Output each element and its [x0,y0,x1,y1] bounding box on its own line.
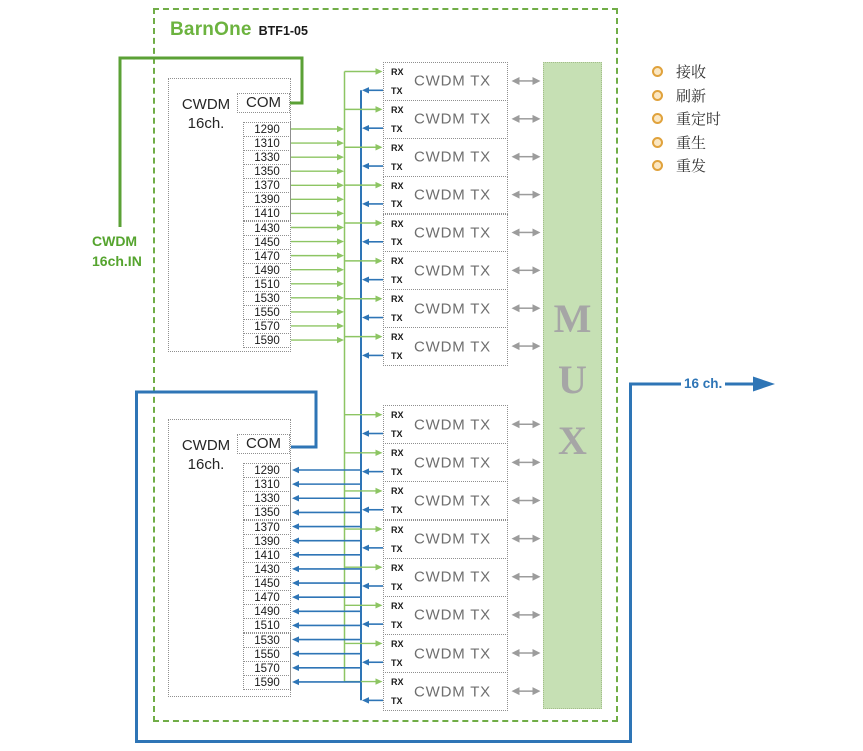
mux-letter-x: X [558,418,587,463]
tx-port-label: TX [391,85,403,96]
wavelength-1450: 1450 [243,576,291,591]
wavelength-1370: 1370 [243,520,291,535]
legend-item [652,110,721,127]
wavelength-1310: 1310 [243,136,291,151]
wavelength-1470: 1470 [243,249,291,264]
mux-letter-m: M [553,296,592,341]
tx-port-label: TX [391,505,403,516]
cwdm-tx-label: CWDM TX [414,568,491,586]
wavelength-1350: 1350 [243,164,291,179]
legend-label: 刷新 [676,87,707,105]
wavelength-1510: 1510 [243,618,291,633]
cwdm-tx-module [383,558,508,597]
tx-port-label: TX [391,275,403,286]
cwdm-tx-module [383,289,508,328]
wavelength-1390: 1390 [243,192,291,207]
legend-label: 重发 [676,158,707,176]
legend-item [652,63,721,80]
rx-port-label: RX [391,639,404,649]
wavelength-1570: 1570 [243,661,291,676]
wavelength-1370: 1370 [243,178,291,193]
cwdm-tx-label: CWDM TX [414,683,491,701]
rx-port-label: RX [391,67,404,77]
ring-bullet-icon [652,113,663,124]
wavelength-1410: 1410 [243,206,291,221]
cwdm-tx-module [383,520,508,559]
cwdm-tx-label: CWDM TX [414,454,491,472]
cwdm-tx-module [383,138,508,177]
ring-bullet-icon [652,66,663,77]
legend-item [652,157,721,174]
tx-port-label: TX [391,619,403,630]
wavelength-1470: 1470 [243,590,291,605]
wavelength-1550: 1550 [243,647,291,662]
com-port-top: COM [237,93,290,113]
wavelength-1450: 1450 [243,235,291,250]
cwdm-tx-module [383,176,508,215]
wavelength-1410: 1410 [243,548,291,563]
wavelength-1550: 1550 [243,305,291,320]
cwdm-tx-module [383,405,508,444]
cwdm-tx-label: CWDM TX [414,492,491,510]
cwdm-tx-module [383,327,508,366]
cwdm-tx-module [383,214,508,253]
tx-port-label: TX [391,237,403,248]
mux-letter-u: U [558,357,587,402]
mux-bar [543,62,602,709]
cwdm-tx-module [383,251,508,290]
wavelength-1390: 1390 [243,534,291,549]
legend-item [652,134,721,151]
cwdm-tx-label: CWDM TX [414,148,491,166]
tx-port-label: TX [391,696,403,707]
cwdm-input-label: CWDM 16ch.IN [92,233,142,269]
rx-port-label: RX [391,180,404,191]
ring-bullet-icon [652,137,663,148]
legend-label: 重生 [676,134,707,152]
cwdm-tx-label: CWDM TX [414,262,491,280]
device-title [170,19,308,41]
model-number: BTF1-05 [258,24,308,38]
rx-port-label: RX [391,332,404,343]
cwdm-tx-module [383,100,508,139]
cwdm-tx-label: CWDM TX [414,224,491,242]
tx-port-label: TX [391,429,403,440]
rx-port-label: RX [391,448,404,459]
rx-port-label: RX [391,104,404,115]
wavelength-1590: 1590 [243,333,291,348]
wavelength-1430: 1430 [243,562,291,577]
wavelength-1430: 1430 [243,221,291,236]
wavelength-1290: 1290 [243,122,291,137]
tx-port-label: TX [391,123,403,134]
wavelength-1530: 1530 [243,291,291,306]
rx-port-label: RX [391,410,404,421]
cwdm-tx-module [383,62,508,101]
output-channel-label: 16 ch. [681,376,725,391]
rx-port-label: RX [391,486,404,497]
wavelength-1510: 1510 [243,277,291,292]
rx-port-label: RX [391,524,404,535]
cwdm-tx-module [383,596,508,635]
cwdm-demux-name: CWDM 16ch. [181,96,231,132]
legend-label: 接收 [676,64,707,81]
cwdm-tx-module [383,443,508,482]
rx-port-label: RX [391,256,404,267]
tx-port-label: TX [391,543,403,554]
ring-bullet-icon [652,90,663,101]
rx-port-label: RX [391,294,404,305]
legend [652,63,721,181]
cwdm-mux-name: CWDM 16ch. [181,437,231,473]
tx-port-label: TX [391,161,403,172]
wavelength-1570: 1570 [243,319,291,334]
cwdm-tx-label: CWDM TX [414,338,491,356]
wavelength-1310: 1310 [243,477,291,492]
legend-label: 重定时 [676,111,722,129]
tx-port-label: TX [391,581,403,592]
cwdm-tx-label: CWDM TX [414,186,491,204]
wavelength-1350: 1350 [243,505,291,520]
rx-port-label: RX [391,562,404,573]
com-port-bottom: COM [237,434,290,454]
rx-port-label: RX [391,600,404,611]
wavelength-1490: 1490 [243,263,291,278]
rx-port-label: RX [391,218,404,229]
wavelength-1330: 1330 [243,491,291,506]
tx-port-label: TX [391,658,403,669]
cwdm-tx-label: CWDM TX [414,72,491,90]
brand-name: BarnOne [170,19,252,40]
wavelength-1290: 1290 [243,463,291,478]
wavelength-1530: 1530 [243,633,291,648]
wavelength-1330: 1330 [243,150,291,165]
cwdm-tx-label: CWDM TX [414,110,491,128]
tx-port-label: TX [391,313,403,324]
wavelength-1490: 1490 [243,604,291,619]
tx-port-label: TX [391,350,403,361]
cwdm-tx-label: CWDM TX [414,645,491,663]
cwdm-tx-label: CWDM TX [414,300,491,318]
legend-item [652,87,721,104]
cwdm-tx-module [383,634,508,673]
cwdm-tx-label: CWDM TX [414,416,491,434]
rx-port-label: RX [391,677,404,688]
tx-port-label: TX [391,467,403,478]
ring-bullet-icon [652,160,663,171]
cwdm-tx-module [383,481,508,520]
cwdm-tx-label: CWDM TX [414,530,491,548]
wavelength-1590: 1590 [243,675,291,690]
cwdm-tx-module [383,672,508,711]
cwdm-tx-label: CWDM TX [414,606,491,624]
tx-port-label: TX [391,199,403,210]
rx-port-label: RX [391,142,404,153]
